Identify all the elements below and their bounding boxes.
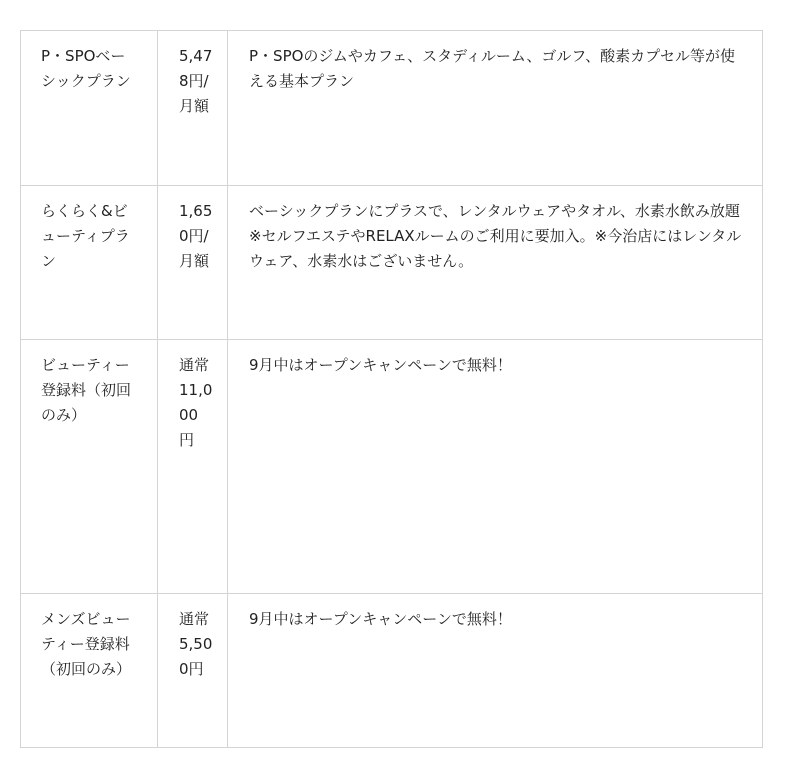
table-row	[21, 340, 763, 594]
table-row	[21, 594, 763, 748]
plan-description-cell: 9月中はオープンキャンペーンで無料！	[228, 594, 763, 748]
plan-description-cell: P・SPOのジムやカフェ、スタディルーム、ゴルフ、酸素カプセル等が使える基本プラン	[228, 31, 763, 186]
plan-name-cell: P・SPOベーシックプラン	[21, 31, 158, 186]
pricing-table	[20, 30, 763, 748]
table-row	[21, 186, 763, 340]
plan-name-cell: ビューティー登録料（初回のみ）	[21, 340, 158, 594]
plan-price-cell: 通常5,500円	[158, 594, 228, 748]
plan-description-cell: 9月中はオープンキャンペーンで無料！	[228, 340, 763, 594]
table-row	[21, 31, 763, 186]
plan-price-cell: 通常11,000円	[158, 340, 228, 594]
plan-description-cell: ベーシックプランにプラスで、レンタルウェアやタオル、水素水飲み放題※セルフエステやRELAXルームのご利用に要加入。※今治店にはレンタルウェア、水素水はございません。	[228, 186, 763, 340]
plan-price-cell: 1,650円/月額	[158, 186, 228, 340]
plan-name-cell: メンズビューティー登録料（初回のみ）	[21, 594, 158, 748]
plan-name-cell: らくらく&ビューティプラン	[21, 186, 158, 340]
plan-price-cell: 5,478円/月額	[158, 31, 228, 186]
